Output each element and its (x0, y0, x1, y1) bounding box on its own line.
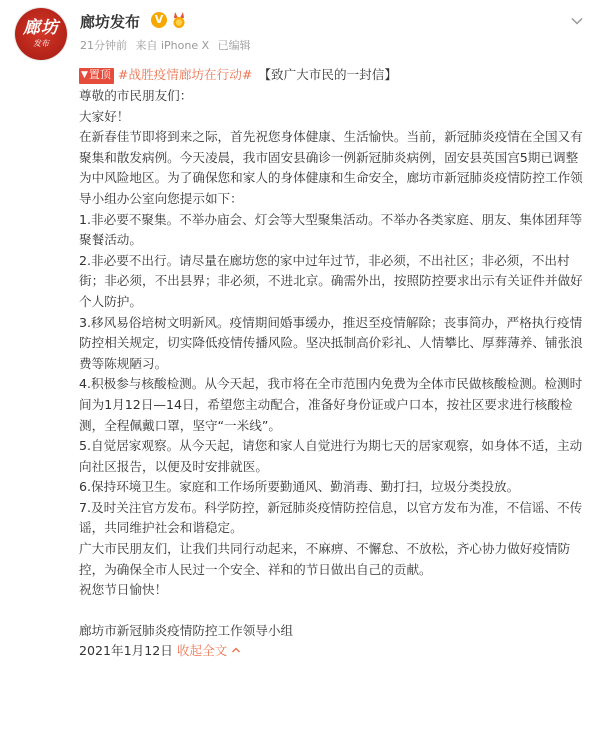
post-header (0, 0, 600, 64)
collapse-link[interactable] (177, 643, 241, 658)
avatar-logo-text: 廊坊 (23, 18, 59, 38)
notice-item-5: 5.自觉居家观察。从今天起，请您和家人自觉进行为期七天的居家观察，如身体不适，主动向社区报告，以便及时安排就医。 (79, 438, 583, 474)
pinned-label: 置顶 (88, 68, 111, 82)
chevron-down-icon[interactable] (570, 14, 584, 28)
avatar-logo-subtext: 发布 (33, 39, 49, 48)
edited-label[interactable]: 已编辑 (217, 39, 251, 52)
post-source: 来自 iPhone X (135, 39, 210, 52)
notice-item-2: 2.非必要不出行。请尽量在廊坊您的家中过年过节，非必须，不出社区；非必须，不出村街；非必须，不出县界；非必须，不进北京。确需外出，按照防控要求出示有关证件并做好个人防护。 (79, 252, 583, 309)
post-date: 2021年1月12日 (79, 643, 173, 659)
salutation: 尊敬的市民朋友们： (79, 88, 193, 103)
blank-line (79, 601, 584, 621)
account-name[interactable]: 廊坊发布 (80, 13, 141, 31)
post-topline (79, 65, 584, 86)
notice-item-4: 4.积极参与核酸检测。从今天起，我市将在全市范围内免费为全体市民做核酸检测。检测时间为1月12日—14日，希望您主动配合，准备好身份证或户口本，按社区要求进行核酸检测，全程佩戴口罩，坚守“一米线”。 (79, 376, 583, 433)
post-time[interactable]: 21分钟前 (80, 39, 127, 52)
verified-icon: V (151, 12, 167, 28)
closing-paragraph: 广大市民朋友们，让我们共同行动起来，不麻痹、不懈怠、不放松，齐心协力做好疫情防控，为确保全市人民过一个安全、祥和的节日做出自己的贡献。 (79, 541, 571, 577)
pinned-badge (79, 68, 114, 84)
topic-text: #战胜疫情廊坊在行动# (117, 67, 253, 83)
notice-item-6: 6.保持环境卫生。家庭和工作场所要勤通风、勤消毒、勤打扫，垃圾分类投放。 (79, 479, 520, 495)
intro-paragraph: 在新春佳节即将到来之际，首先祝您身体健康、生活愉快。当前，新冠肺炎疫情在全国又有聚集和散发病例。今天凌晨，我市固安县确诊一例新冠肺炎病例，固安县英国宫5期已调整为中风险地区。为了确保您和家人的身体健康和生命安全，廊坊市新冠肺炎疫情防控工作领导小组办公室向您提示如下： (79, 129, 583, 206)
signature: 廊坊市新冠肺炎疫情防控工作领导小组 (79, 622, 294, 638)
avatar[interactable] (15, 8, 67, 60)
notice-item-7: 7.及时关注官方发布。科学防控，新冠肺炎疫情防控信息，以官方发布为准，不信谣、不传谣，共同维护社会和谐稳定。 (79, 499, 583, 536)
closing-wish: 祝您节日愉快！ (79, 582, 168, 598)
post-meta (80, 37, 256, 53)
notice-item-1: 1.非必要不聚集。不举办庙会、灯会等大型聚集活动。不举办各类家庭、朋友、集体团拜等聚餐活动。 (79, 211, 583, 248)
collapse-label: 收起全文 (176, 643, 228, 659)
date-line (79, 641, 584, 662)
chevron-up-icon (231, 646, 241, 654)
topic-link[interactable] (118, 65, 252, 86)
notice-item-3: 3.移风易俗培树文明新风。疫情期间婚事缓办，推迟至疫情解除；丧事简办，严格执行疫情防控相关规定，切实降低疫情传播风险。坚决抵制高价彩礼、人情攀比、厚葬薄养、铺张浪费等陈规陋习。 (79, 314, 583, 371)
pin-icon: ▼ (81, 70, 88, 81)
post-title: 【致广大市民的一封信】 (258, 67, 397, 83)
medal-icon (171, 11, 187, 29)
greeting: 大家好！ (79, 108, 130, 124)
post-content (79, 65, 584, 662)
